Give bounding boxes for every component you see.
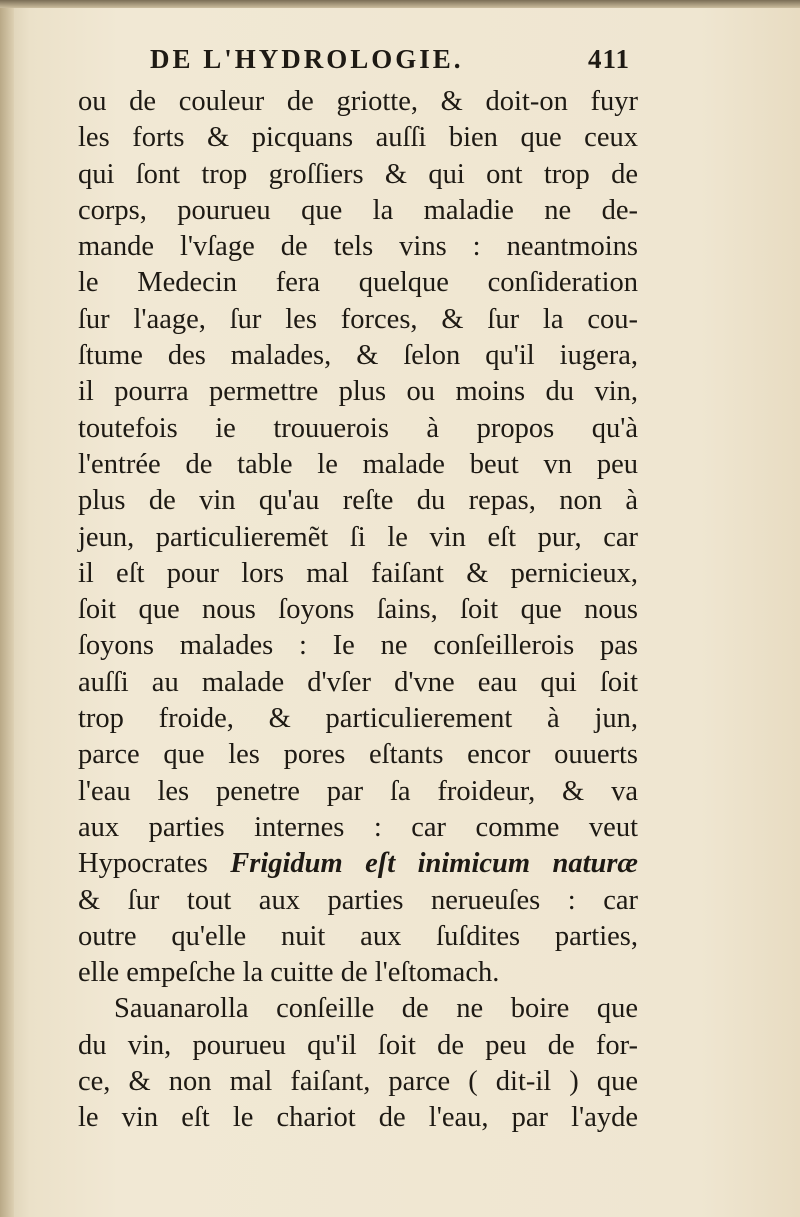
text-line: qui ſont trop groſſiers & qui ont trop de [78,158,638,190]
text-line: Sauanarolla conſeille de ne boire que [114,993,638,1025]
latin-quote: Frigidum eſt inimicum naturæ [230,848,639,880]
page-top-edge [0,0,800,8]
text-line: plus de vin qu'au reſte du repas, non à [78,485,638,517]
text-line: ce, & non mal faiſant, parce ( dit-il ) que [78,1066,638,1098]
text-line: ſtume des malades, & ſelon qu'il iugera, [78,340,638,372]
text-line: outre qu'elle nuit aux ſuſdites parties, [78,920,638,952]
text-line: ſur l'aage, ſur les forces, & ſur la cou- [78,303,638,335]
text-line: ſoit que nous ſoyons ſains, ſoit que nous [78,594,638,626]
gutter-shadow [0,0,14,1217]
page-number: 411 [587,44,630,74]
text-line: l'eau les penetre par ſa froideur, & va [78,775,638,807]
text-line: parce que les pores eſtants encor ouuerts [78,739,638,771]
text-line: le Medecin fera quelque conſideration [78,267,638,299]
text-line: trop froide, & particulierement à jun, [78,703,638,735]
text-line: il pourra permettre plus ou moins du vin, [78,376,638,408]
text-line: ſoyons malades : Ie ne conſeillerois pas [78,630,638,662]
text-line: mande l'vſage de tels vins : neantmoins [78,231,638,263]
text-line: du vin, pourueu qu'il ſoit de peu de for- [78,1029,638,1061]
text-line: les forts & picquans auſſi bien que ceux [78,122,638,154]
text-line: toutefois ie trouuerois à propos qu'à [78,412,638,444]
text-line: auſſi au malade d'vſer d'vne eau qui ſoit [78,666,638,698]
text-line: & ſur tout aux parties nerueuſes : car [78,884,638,916]
text-line: elle empeſche la cuitte de l'eſtomach. [78,957,500,989]
running-title: DE L'HYDROLOGIE. [150,44,464,74]
running-head [150,44,630,84]
body-text [78,84,638,1137]
text-line: jeun, particulieremẽt ſi le vin eſt pur, car [78,521,638,553]
quote-attribution: Hypocrates [78,848,208,880]
text-line: l'entrée de table le malade beut vn peu [78,448,638,480]
text-line: il eſt pour lors mal faiſant & pernicieux, [78,557,638,589]
text-line: le vin eſt le chariot de l'eau, par l'ayde [78,1102,638,1134]
text-line-quote [78,846,638,882]
text-line: aux parties internes : car comme veut [78,811,638,843]
text-line: ou de couleur de griotte, & doit-on fuyr [78,86,638,117]
text-line: corps, pourueu que la maladie ne de- [78,194,638,226]
